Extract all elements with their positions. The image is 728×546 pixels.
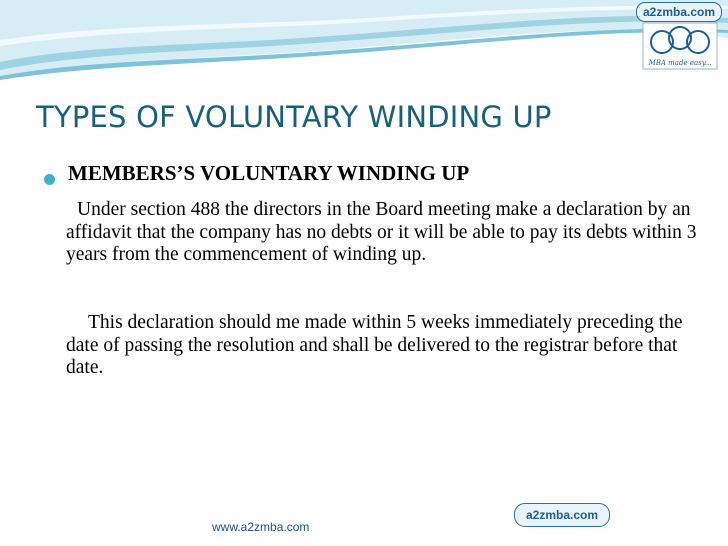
bullet-dot-icon <box>44 174 55 185</box>
slide-title: TYPES OF VOLUNTARY WINDING UP <box>36 100 552 134</box>
bullet-heading: MEMBERS’S VOLUNTARY WINDING UP <box>68 161 470 185</box>
brand-logo-bottom-text: a2zmba.com <box>525 508 599 522</box>
body-paragraph-2: This declaration should me made within 5 weeks immediately preceding the date of passing the resolution and shall be delivered to the registrar before that date. <box>66 312 683 378</box>
brand-logo-text: a2zmba.com <box>642 5 716 19</box>
header-wave-decoration <box>0 0 728 110</box>
footer-url-link[interactable]: www.a2zmba.com <box>212 520 310 534</box>
body-paragraph-1: Under section 488 the directors in the Board meeting make a declaration by an affidavit that the company has no debts or it will be able to pay its debts within 3 years from the commencement of winding up. <box>66 199 697 265</box>
people-circle-logo-icon <box>642 22 718 70</box>
brand-logo-tagline: MBA made easy... <box>648 59 712 67</box>
brand-logo-top <box>636 2 722 72</box>
brand-logo-pill <box>636 2 722 22</box>
brand-logo-bottom <box>514 503 610 527</box>
